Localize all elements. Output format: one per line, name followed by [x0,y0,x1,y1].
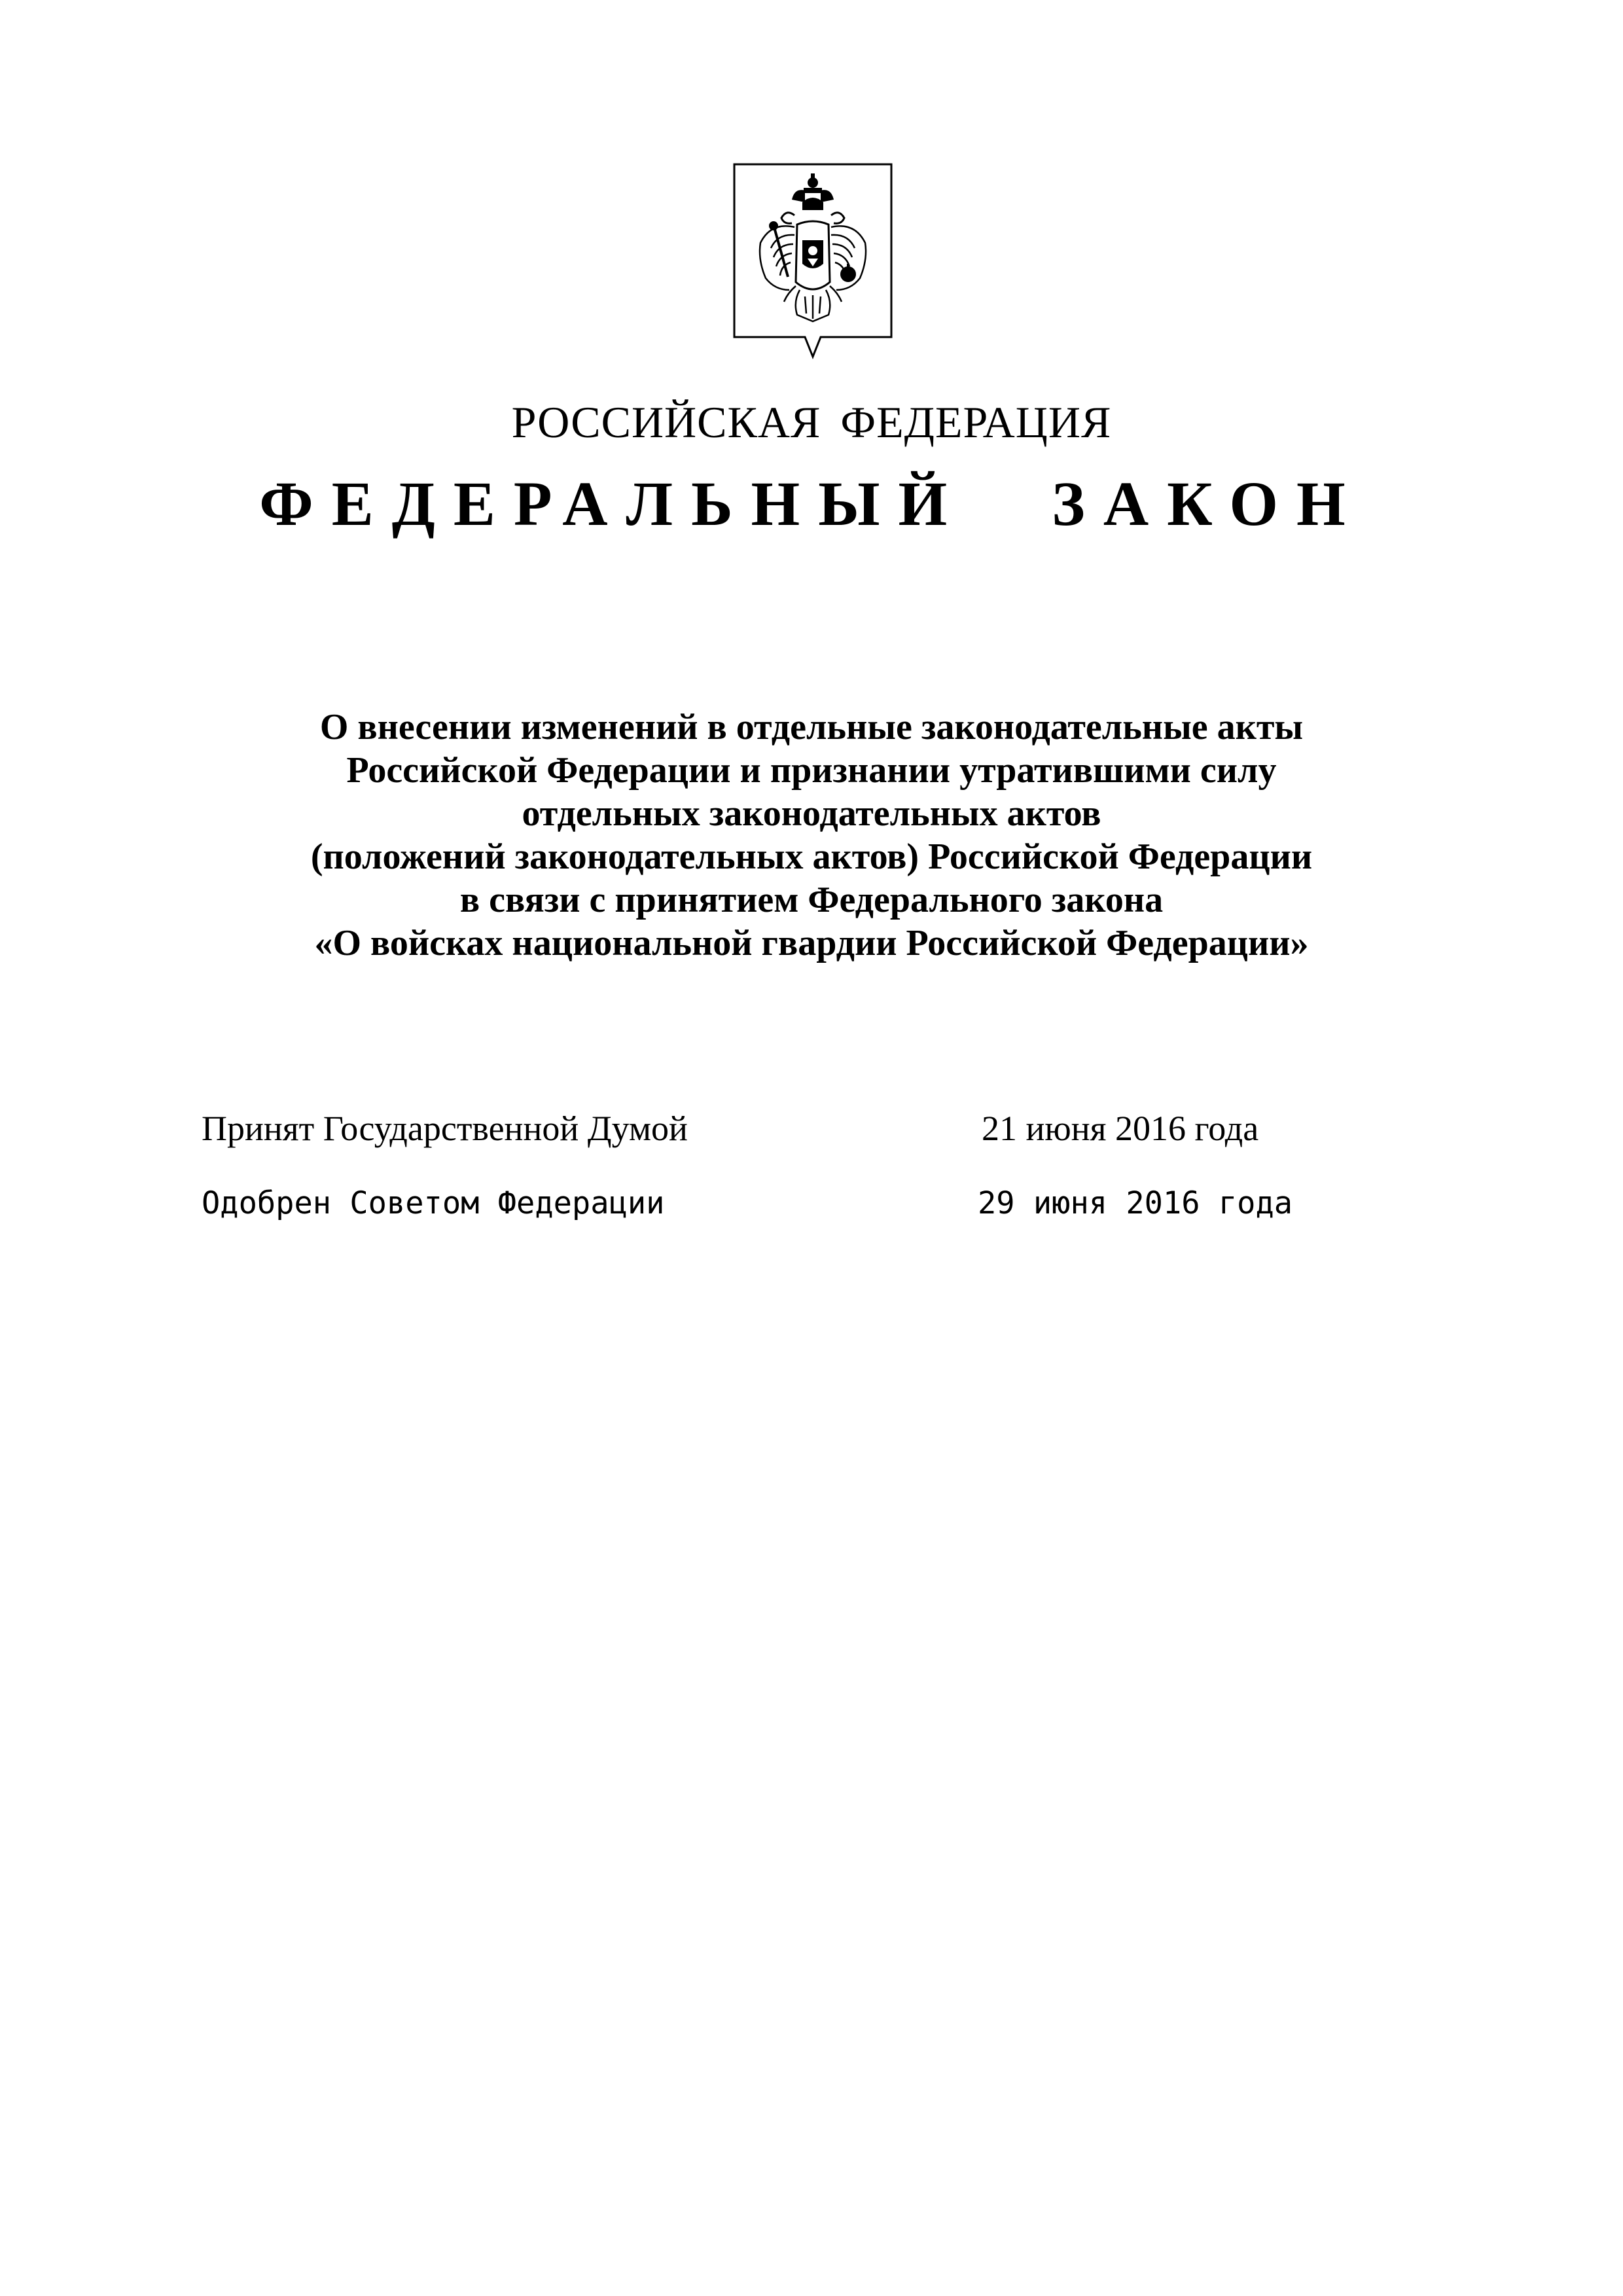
duma-adoption-label: Принят Государственной Думой [202,1109,688,1148]
country-name: РОССИЙСКАЯ ФЕДЕРАЦИЯ [511,397,1112,447]
document-type-heading: ФЕДЕРАЛЬНЫЙ ЗАКОН [259,469,1364,539]
title-line: (положений законодательных актов) Российской Федерации [310,836,1313,877]
title-line: О внесении изменений в отдельные законодательные акты [319,707,1304,747]
title-line: отдельных законодательных актов [522,793,1101,834]
council-approval-label: Одобрен Советом Федерации [202,1185,665,1221]
title-line: Российской Федерации и признании утратившими силу [346,750,1277,791]
duma-adoption-date: 21 июня 2016 года [982,1109,1259,1148]
law-title [0,706,1623,965]
title-line: в связи с принятием Федерального закона [459,880,1164,920]
title-line: «О войсках национальной гвардии Российской Федерации» [314,923,1309,963]
emblem [732,162,894,361]
council-approval-date: 29 июня 2016 года [978,1185,1293,1221]
russian-coat-of-arms-icon [732,162,894,361]
